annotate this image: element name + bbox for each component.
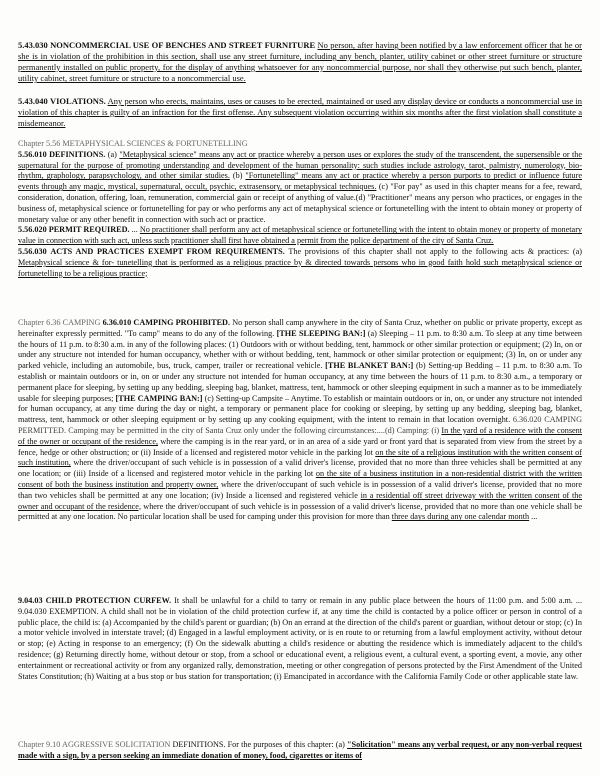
section-intro: DEFINITIONS. For the purposes of this chapter: (a) bbox=[172, 740, 345, 749]
section-title: DEFINITIONS. bbox=[49, 149, 106, 159]
section-6-36-020: 6.36.020 CAMPING PERMITTED. Camping may be permitted in the city of Santa Cruz only under the following circumstances:....(d) Camping: (i) bbox=[18, 415, 583, 435]
section-5-43-030 bbox=[18, 40, 582, 84]
section-code: 5.56.030 bbox=[18, 246, 47, 256]
paragraph: (c) Setting-up Campsite – Anytime. To establish or maintain outdoors or in, on, or under any structure not intended for human occupancy, at any time during the day or night, a temporary or permanent place for cooking or sleeping, by setting up any bedding, sleeping bag, blanket, mattress, tent, hammock or other sleeping equipment or by setting up any cooking equipment, with the intent to remain in that location overnight. bbox=[18, 393, 583, 425]
paragraph: where the driver/occupant of such vehicle is in possession of a valid driver's license, provided that no more than two vehicles shall be permitted at any one location; (iv) Inside a licensed and registered vehicle bbox=[18, 479, 582, 500]
chapter-name: AGGRESSIVE SOLICITATION bbox=[62, 740, 171, 749]
section-code: 6.36.010 bbox=[102, 318, 132, 327]
underline-clause: in a residential off street driveway with the written consent of the owner and occupant of the residence, bbox=[18, 490, 583, 511]
section-code: 5.43.040 bbox=[18, 96, 48, 106]
section-code: 5.43.030 bbox=[18, 40, 48, 50]
paragraph: No person shall camp anywhere in the city of Santa Cruz, whether on public or private property, except as hereinafter expressly permitted. "To camp" means to do any of the following. bbox=[18, 318, 583, 338]
section-title: VIOLATIONS. bbox=[49, 96, 106, 106]
underline-clause: on the site of a religious institution with the written consent of such institution, bbox=[18, 447, 582, 468]
ellipsis: ... bbox=[129, 225, 138, 235]
section-body: Any person who erects, maintains, uses or causes to be erected, maintained or used any display device or conducts a noncommercial use in violation of this chapter is guilty of an infraction for the first offense. Any subsequent violation occurring within six months after the first violation shall constitute a misdemeanor. bbox=[18, 96, 583, 128]
paragraph: where the driver/occupant of such vehicle is in possession of a valid driver's license, provided that no more than three vehicles shall be permitted at any one location; or (iii) Inside of a licensed and registered motor vehicle in the parking lot bbox=[18, 458, 582, 479]
section-title: CHILD PROTECTION CURFEW. bbox=[45, 596, 172, 605]
section-title: ACTS AND PRACTICES EXEMPT FROM REQUIREMENTS. bbox=[50, 246, 285, 256]
section-title: NONCOMMERCIAL USE OF BENCHES AND STREET FURNITURE bbox=[50, 40, 316, 50]
definition-for-pay-practitioner: (c) "For pay" as used in this chapter means for a fee, reward, consideration, donation, offering, loan, remuneration, commercial gain or receipt of anything of value.(d) "Practitioner" means any person who practices, or engages in the business of, metaphysical science or fortunetelling for pay or who performs any act of metaphysical science or fortunetelling with the intent to obtain money or property of monetary value or any other benefit in connection with such act or practice. bbox=[18, 182, 583, 224]
section-code: 5.56.020 bbox=[18, 225, 47, 235]
chapter-heading: Chapter 9.10 bbox=[18, 740, 61, 749]
section-body: No person, after having been notified by a law enforcement officer that he or she is in violation of the prohibition in this section, shall use any street furniture, including any bench, planter, utility cabinet or other street furniture or structure permanently installed on public property, for the display of anything whatsoever for any noncommercial purpose, nor shall they otherwise put such bench, planter, utility cabinet, street furniture or structure to a noncommercial use. bbox=[18, 40, 583, 83]
clause-label: (b) bbox=[232, 171, 243, 181]
sleeping-ban-label: [THE SLEEPING BAN:] bbox=[276, 328, 366, 338]
chapter-6-36 bbox=[18, 318, 582, 523]
paragraph: (a) Sleeping – 11 p.m. to 8:30 a.m. To sleep at any time between the hours of 11 p.m. to 8:30 a.m. in any of the following places: (1) Outdoors with or without bedding, tent, hammock or other similar protection or equipment; (2) In, on or under any structure not intended for human occupancy, whether with or without bedding, tent, hammock or other similar protection or equipment; (3) In, on or under any parked vehicle, including an automobile, bus, truck, camper, trailer or recreational vehicle. bbox=[18, 328, 582, 371]
section-5-56-030 bbox=[18, 247, 582, 279]
section-9-04-03 bbox=[18, 596, 582, 682]
section-body: Metaphysical science & for- tunetelling that is performed as a religious practice by & directed towards persons who in good faith hold such metaphysical science or fortunetelling to be a religious practice; bbox=[18, 257, 582, 278]
section-5-56-020 bbox=[18, 225, 582, 247]
definition-metaphysical-science: "Metaphysical science" means any act or practice whereby a person uses or explores the study of the transcendent, the supersensible or the supernatural for the purpose of promoting understanding and development of the human personality: such studies include astrology, tarot, palmistry, numerology, bio-rhythm, graphology, parapsychology, and other similar studies. bbox=[18, 149, 583, 181]
section-body: It shall be unlawful for a child to tarry or remain in any public place between the hours of 11:00 p.m. and 5:00 a.m. ... 9.04.030 EXEMPTION. A child shall not be in violation of the child protection curfew if, at any time the child is contacted by a police officer or person in control of a public place, the child is: (a) Accompanied by the child's parent or guardian; (b) On an errand at the direction of the child's parent or guardian, without detour or stop; (c) In a motor vehicle involved in interstate travel; (d) Engaged in a lawful employment activity, or is en route to or returning from a lawful employment activity, without detour or stop; (e) Acting in response to an emergency; (f) On the sidewalk abutting a child's residence or abutting the residence which is immediately adjacent to the child's residence; (g) Returning directly home, without detour or stop, from a school or educational event, a religious event, a cultural event, a sporting event, a movie, any other entertainment or recreational activity or from any organized rally, demonstration, meeting or other congregation of persons protected by the First Amendment of the United States Constitution; (h) Waiting at a bus stop or bus station for transportation; (i) Emancipated in accordance with the California Family Code or other applicable state law. bbox=[18, 596, 582, 681]
section-5-56-010 bbox=[18, 150, 582, 226]
section-5-43-040 bbox=[18, 96, 582, 129]
definition-fortunetelling: "Fortunetelling" means any act or practice whereby a person purports to predict or influence future events through any magic, mystical, supernatural, occult, psychic, extrasensory, or metaphysical techniques. bbox=[18, 171, 583, 192]
section-title: PERMIT REQUIRED. bbox=[48, 225, 130, 235]
paragraph: where the driver/occupant of such vehicle is in possession of a valid driver's license, provided that no more than one vehicle shall be permitted at any one location. No particular location shall be used for camping under this provision for more than bbox=[18, 501, 582, 522]
ellipsis: ... bbox=[529, 512, 538, 522]
chapter-9-10 bbox=[18, 740, 582, 762]
section-title: CAMPING PROHIBITED. bbox=[133, 318, 230, 327]
clause-label: (a) bbox=[107, 149, 117, 159]
underline-clause: on the site of a business institution in a non-residential district with the written consent of both the business institution and property owner, bbox=[18, 469, 582, 489]
section-code: 5.56.010 bbox=[18, 149, 47, 159]
section-code: 9.04.03 bbox=[18, 596, 43, 605]
chapter-name: CAMPING bbox=[62, 318, 101, 327]
blanket-ban-label: [THE BLANKET BAN:] bbox=[325, 361, 414, 371]
paragraph: where the camping is in the rear yard, or in an area of a side yard or front yard that is separated from view from the street by a fence, hedge or other obstruction; or (ii) Inside of a licensed and registered motor vehicle in the parking lot bbox=[18, 436, 582, 457]
chapter-5-56 bbox=[18, 139, 582, 279]
definition-solicitation: "Solicitation" means any verbal request, or any non-verbal request made with a sign, by a person seeking an immediate donation of money, food, cigarettes or items of bbox=[18, 740, 583, 760]
section-intro: The provisions of this chapter shall not apply to the following acts & practices: (a) bbox=[288, 246, 583, 256]
chapter-heading: Chapter 5.56 METAPHYSICAL SCIENCES & FORTUNETELLING bbox=[18, 139, 248, 148]
paragraph: (b) Setting-up Bedding – 11 p.m. to 8:30 a.m. To establish or maintain outdoors or in, on or under any structure not intended for human occupancy, at any time between the hours of 11 p.m. to 8:30 a.m., a temporary or permanent place for sleeping, by setting up any bedding, sleeping bag, blanket, mattress, tent, hammock or other sleeping equipment in such a manner as to be immediately usable for sleeping purposes; bbox=[18, 361, 583, 403]
underline-clause: In the yard of a residence with the consent of the owner or occupant of the residence, bbox=[18, 425, 583, 446]
chapter-heading: Chapter 6.36 bbox=[18, 318, 61, 327]
section-body: No practitioner shall perform any act of metaphysical science or fortunetelling with the intent to obtain money or property of monetary value in connection with such act, unless such practitioner shall first have obtained a permit from the police department of the city of Santa Cruz. bbox=[18, 225, 583, 246]
underline-clause: three days during any one calendar month bbox=[391, 512, 530, 522]
camping-ban-label: [THE CAMPING BAN:] bbox=[115, 393, 203, 403]
